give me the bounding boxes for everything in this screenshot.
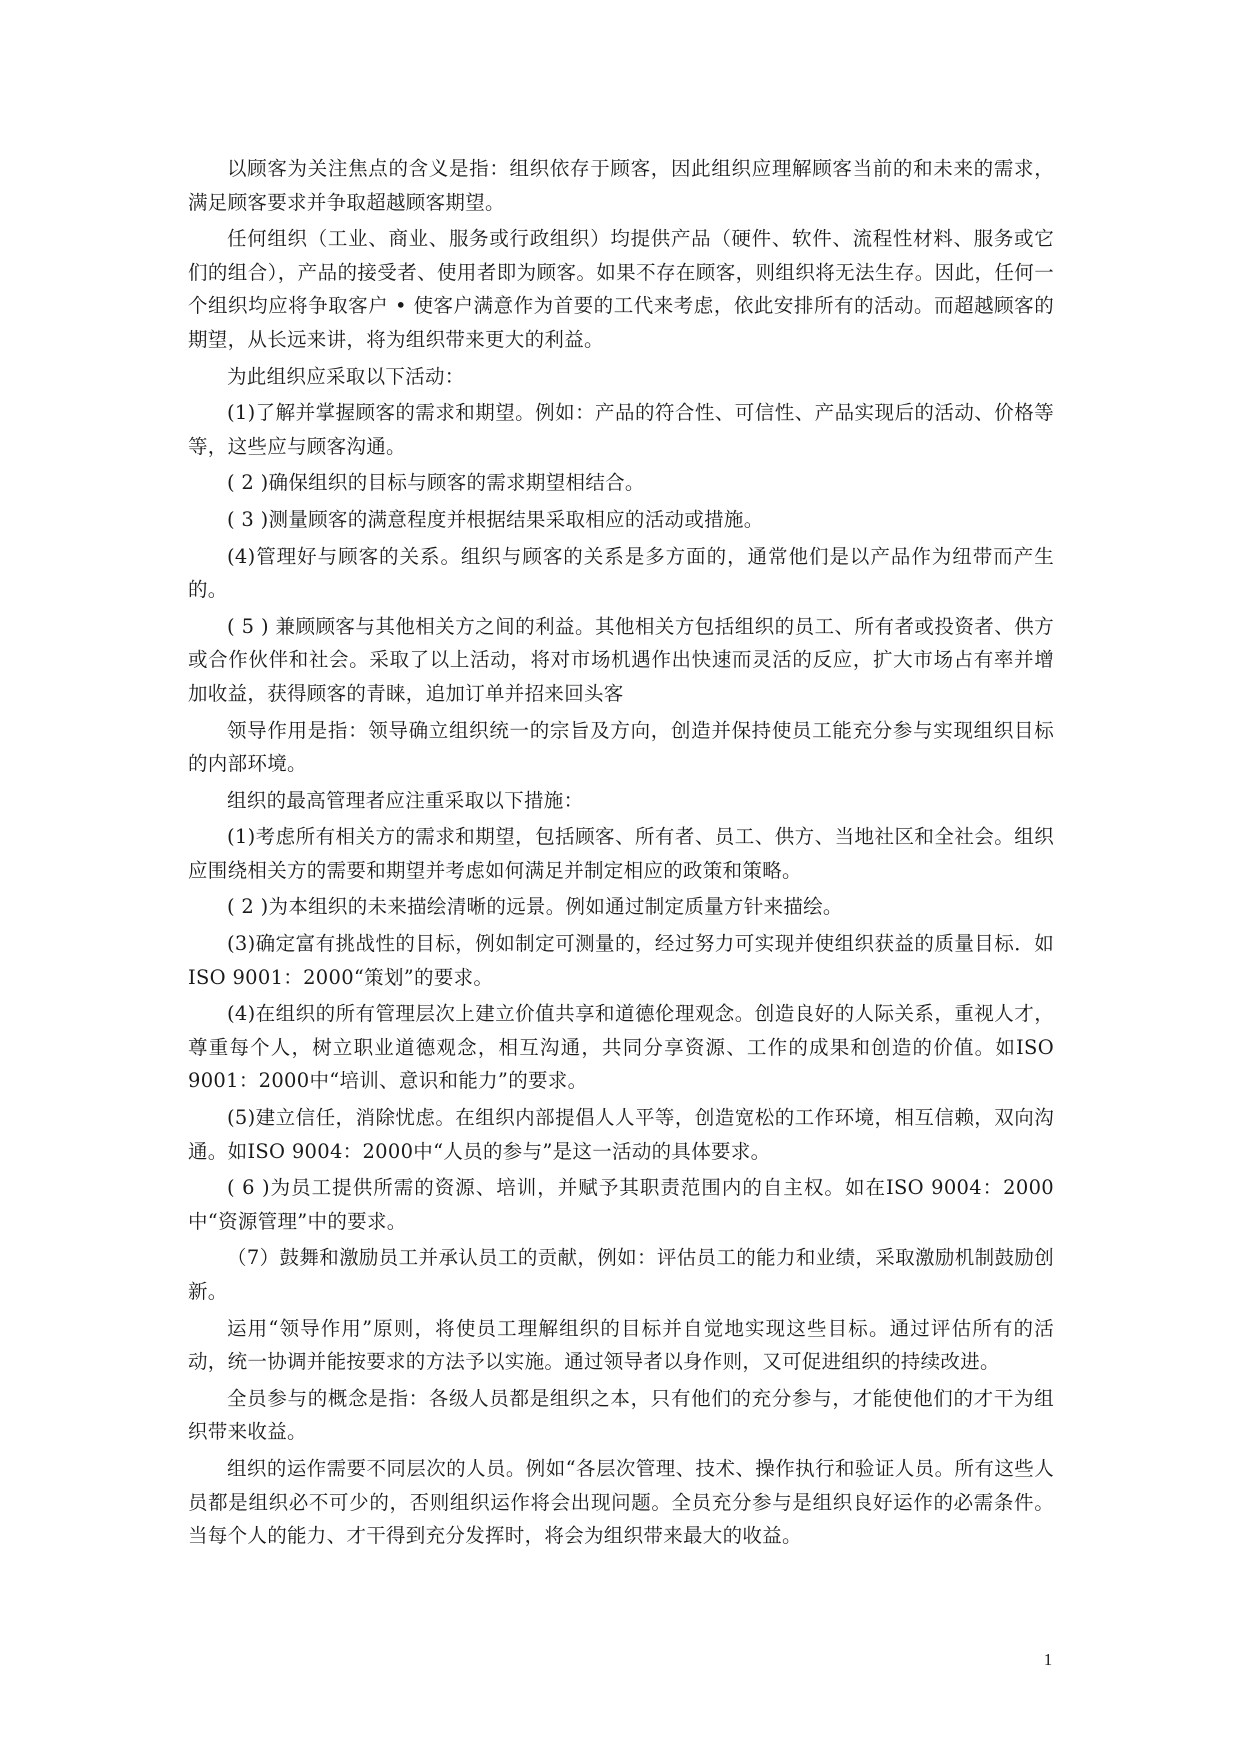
paragraph-activities-intro: 为此组织应采取以下活动： bbox=[227, 364, 465, 388]
paragraph-leadership-principle: 运用“领导作用”原则，将使员工理解组织的目标并自觉地实现这些目标。通过评估所有的活动，统一协调并能按要求的方法予以实施。通过领导者以身作则，又可促进组织的持续改进。 bbox=[188, 1316, 1054, 1374]
paragraph-activity-1: (1)了解并掌握顾客的需求和期望。例如：产品的符合性、可信性、产品实现后的活动、价格等等，这些应与顾客沟通。 bbox=[188, 401, 1054, 458]
paragraph-leadership-definition: 领导作用是指：领导确立组织统一的宗旨及方向，创造并保持使员工能充分参与实现组织目标的内部环境。 bbox=[188, 718, 1054, 776]
page-number: 1 bbox=[1043, 1650, 1053, 1669]
paragraph-measures-intro: 组织的最高管理者应注重采取以下措施： bbox=[227, 788, 584, 812]
paragraph-activity-5: ( 5 ) 兼顾顾客与其他相关方之间的利益。其他相关方包括组织的员工、所有者或投资者、供方或合作伙伴和社会。采取了以上活动，将对市场机遇作出快速而灵活的反应，扩大市场占有率并增加收益，获得顾客的青睐，追加订单并招来回头客 bbox=[188, 614, 1054, 705]
paragraph-involvement-definition: 全员参与的概念是指：各级人员都是组织之本，只有他们的充分参与，才能使他们的才干为组织带来收益。 bbox=[188, 1386, 1054, 1444]
paragraph-measure-5: (5)建立信任，消除忧虑。在组织内部提倡人人平等，创造宽松的工作环境，相互信赖，双向沟通。如ISO 9004：2000中“人员的参与”是这一活动的具体要求。 bbox=[188, 1106, 1054, 1163]
paragraph-customer-importance: 任何组织（工业、商业、服务或行政组织）均提供产品（硬件、软件、流程性材料、服务或它们的组合），产品的接受者、使用者即为顾客。如果不存在顾客，则组织将无法生存。因此，任何一个组织均应将争取客户 • 使客户满意作为首要的工代来考虑，依此安排所有的活动。而超越顾客的期望，从长远来讲，将为组织带来更大的利益。 bbox=[188, 227, 1054, 351]
paragraph-measure-7: （7）鼓舞和激励员工并承认员工的贡献，例如：评估员工的能力和业绩，采取激励机制鼓励创新。 bbox=[188, 1246, 1054, 1303]
paragraph-involvement-detail: 组织的运作需要不同层次的人员。例如“各层次管理、技术、操作执行和验证人员。所有这些人员都是组织必不可少的，否则组织运作将会出现问题。全员充分参与是组织良好运作的必需条件。当每个人的能力、才干得到充分发挥时，将会为组织带来最大的收益。 bbox=[188, 1456, 1054, 1548]
paragraph-activity-4: (4)管理好与顾客的关系。组织与顾客的关系是多方面的，通常他们是以产品作为纽带而产生的。 bbox=[188, 544, 1054, 602]
paragraph-activity-3: ( 3 )测量顾客的满意程度并根据结果采取相应的活动或措施。 bbox=[227, 507, 764, 531]
paragraph-activity-2: ( 2 )确保组织的目标与顾客的需求期望相结合。 bbox=[227, 471, 645, 495]
paragraph-measure-2: ( 2 )为本组织的未来描绘清晰的远景。例如通过制定质量方针来描绘。 bbox=[227, 895, 843, 919]
paragraph-measure-6: ( 6 )为员工提供所需的资源、培训，并赋予其职责范围内的自主权。如在ISO 9004：2000中“资源管理”中的要求。 bbox=[188, 1176, 1054, 1233]
paragraph-measure-3: (3)确定富有挑战性的目标，例如制定可测量的，经过努力可实现并使组织获益的质量目标．如ISO 9001：2000“策划”的要求。 bbox=[188, 932, 1054, 989]
paragraph-measure-1: (1)考虑所有相关方的需求和期望，包括顾客、所有者、员工、供方、当地社区和全社会。组织应围绕相关方的需要和期望并考虑如何满足并制定相应的政策和策略。 bbox=[188, 825, 1054, 882]
paragraph-measure-4: (4)在组织的所有管理层次上建立价值共享和道德伦理观念。创造良好的人际关系，重视人才，尊重每个人，树立职业道德观念，相互沟通，共同分享资源、工作的成果和创造的价值。如ISO 9001：2000中“培训、意识和能力”的要求。 bbox=[188, 1002, 1054, 1093]
document-body bbox=[188, 152, 1054, 1556]
paragraph-customer-focus-definition: 以顾客为关注焦点的含义是指：组织依存于顾客，因此组织应理解顾客当前的和未来的需求，满足顾客要求并争取超越顾客期望。 bbox=[188, 157, 1054, 214]
